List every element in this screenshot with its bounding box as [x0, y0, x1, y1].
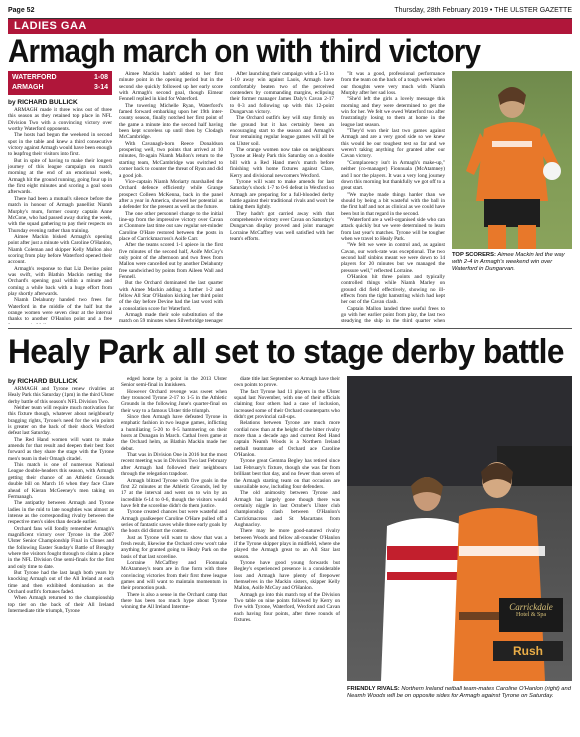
article-paragraph: "They'd won their last two games against Armagh and are a very good side so we knew this would be our toughest test so far and we weren't taking anything for granted after our Cavan victory.: [341, 128, 445, 160]
player-photo-illustration: [452, 71, 572, 249]
score-box: [8, 71, 112, 95]
article-paragraph: "Complacency isn't in Armagh's make-up," neither (co-manager) Fionnuala (McAtamney) and I nor the players. It was a very long journey down this morning but thankfully we got off to a great start.: [341, 159, 445, 192]
article1-column-2: [119, 71, 223, 324]
article-paragraph: After launching their campaign with a 5-13 to 1-10 away win against Laois, Armagh have comfortably beaten two of the perceived contenders by commanding margins, eclipsing their former manager James Daly's Cavan 2-17 to 0-3 and following up with this 12-point Dungarvan victory.: [230, 71, 334, 116]
article-paragraph: That was in Division One in 2016 but the most recent meeting was in Division Two last February after Armagh had followed their neighbours through the relegation trapdoor.: [121, 452, 227, 478]
score-team: WATERFORD: [12, 74, 57, 81]
article-paragraph: Just as Tyrone will want to show that was a fresh result, likewise the Orchard crew won't take anything for granted going to Healy Park on the basis of that last scoreline.: [121, 534, 227, 560]
article-paragraph: Relations between Tyrone are much more cordial now than at the height of the bitter rivalry more than a decade ago and current Red Hand captain Neamh Woods is a Northern Ireland netball teammate of Orchard ace Caroline O'Hanlon.: [234, 420, 340, 459]
article-paragraph: The orange women now take on neighbours Tyrone at Healy Park this Saturday on a double bill with a Red Hand men's match before finishing with home fixtures against Clare, Kerry and divisional newcomers Wexford.: [230, 147, 334, 179]
article1-column-1: [8, 107, 112, 324]
article-paragraph: The fact Tyrone had 11 players in the Ulster squad last November, with one of their officials claiming four others had a case of inclusion, increased some of their Orchard counterparts who didn't get provincial call-ups.: [234, 388, 340, 421]
caption-text: Aimee Mackin led the way with 2-4 in Armagh's weekend win over Waterford in Dungarvan.: [452, 252, 565, 272]
article-paragraph: There may be more good-natured rivalry between Woods and fellow all-rounder O'Hanlon if the Tyrone skipper plays in midfield, where she played the Armagh great to an All Star last season.: [234, 528, 340, 560]
article-paragraph: ARMAGH made it three wins out of three this season as they retained top place in NFL Division Two with a convincing victory over worthy Waterford opponents.: [8, 107, 112, 133]
caption-lead: TOP SCORERS:: [452, 252, 496, 258]
article-paragraph: "She'd left the girls a lovely message this morning and they were determined to get the win for her. We felt we owed Waterford too after frustratingly losing to them at home in the league last season.: [341, 96, 445, 128]
page-header: [8, 4, 572, 19]
boots-sign: Rush: [493, 641, 563, 661]
article-paragraph: However Orchard revenge was sweet when they trounced Tyrone 2-17 to 1-5 in the Athletic Grounds in the following June's quarter-final on their way to a famous Ulster title triumph.: [121, 388, 227, 414]
article-paragraph: The towering Michelle Ryan, Waterford's famed forward embarking upon her 19th inter-county season, finally notched her first point of the game a minute into the second half having been kept scoreless up until then by Clodagh McCambridge.: [119, 102, 223, 141]
players-photo-illustration: [347, 376, 572, 681]
article-paragraph: After the teams scored 1-1 apiece in the first five minutes of the second half, Aoife McCoy's only point of the afternoon and two frees from Mallon were cancelled out by another Delahunty free sandwiched by points from Aileen Wall and Fennell.: [119, 242, 223, 280]
article-paragraph: Orchard fans will fondly remember Armagh's magnificent victory over Tyrone in the 2007 Ulster Senior Championship Final in Clones and the following Easter Sunday's Battle of Breaghy where the visitors fought through to claim a place in the NFL Division One semi-finals for the first and only time to date.: [8, 525, 114, 570]
article-paragraph: Niamh Delahunty handed two frees for Waterford in the middle of the half but the orange women were seven clear at the interval thanks to another O'Hanlon point and a free: [8, 297, 112, 323]
article1-photo-caption: [452, 252, 572, 272]
article2-byline: by RICHARD BULLICK: [8, 378, 78, 385]
article1-column-4: [341, 71, 445, 324]
caption-lead: FRIENDLY RIVALS:: [347, 686, 400, 692]
article-paragraph: "We felt we were in control and, as against Cavan, our work-rate was exceptional. The two second half sinbins meant we were down to 14 players for 20 minutes but we managed the pressure well," reflected Lorraine.: [341, 242, 445, 274]
article-paragraph: They hadn't got carried away with that comprehensive victory over Cavan on Saturday's Dungarvan display proved and joint manager Lorraine McCaffrey was well satisfied with her team's efforts.: [230, 210, 334, 242]
article-paragraph: There had been a mutual's silence before the match in honour of Armagh panellist Niamh Murphy's mum, former county captain Anne McCone, who had passed away during the week, with the squad gathering to pay their respects on Thursday evening rather than training.: [8, 195, 112, 234]
article-paragraph: The Red Hand women will want to make amends for that result and deepen their best foot forward as they share the stage with the Tyrone men's team in their Omagh citadel.: [8, 436, 114, 462]
article-paragraph: Aimee Mackin hadn't added to her first minute point in the opening period but in the second she quickly followed up her early score with Armagh's second goal, though Eimear Fennell replied in kind for Waterford.: [119, 71, 223, 103]
article-paragraph: The antipathy between Armagh and Tyrone ladies in the mid to late noughties was almost as intense as the corresponding rivalry between the respective men's sides than decade earlier.: [8, 500, 114, 526]
score-team: ARMAGH: [12, 84, 44, 91]
article-paragraph: The one other personnel change to the initial line-up from the impressive victory over Cavan at Clonmore last time out saw regular set-minder Caroline O'Hare restored between the posts in place of Carrickmacross's Aoife Carr.: [119, 210, 223, 242]
article2-column-3: [234, 376, 340, 734]
article-paragraph: When Armagh returned to the championship top tier on the back of their All Ireland Intermediate title triumph, Tyrone: [8, 595, 114, 615]
article1-photo: [452, 71, 572, 249]
article-paragraph: Tyrone have good young forwards but Begley's experienced presence is a considerable loss and Armagh have plenty of firepower themselves in the Mackin sisters, skipper Kelly Mallon, Aoife McCoy and O'Hanlon.: [234, 559, 340, 592]
article-paragraph: ARMAGH and Tyrone renew rivalries at Healy Park this Saturday (1pm) in the third Ulster derby battle of this season's NFL Division Two.: [8, 386, 114, 405]
article1-column-3: [230, 71, 334, 324]
caption-text: Northern Ireland netball team-mates Caroline O'Hanlon (right) and Neamh Woods will be on opposite sides for Armagh against Tyrone on Saturday.: [347, 686, 571, 699]
article-paragraph: Armagh made their sole substitution of the match on 59 minutes when Silverbridge teenager: [119, 312, 223, 324]
article-paragraph: O'Hanlon hit three points and typically controlled things while Niamh Marley on ground did field effectively, showing no ill-effects from the tight hamstring which had kept her out of the Cavan clash.: [341, 274, 445, 306]
article2-photo: [347, 376, 572, 681]
article-paragraph: Armagh go into this match top of the Division Two table on nine points followed by Kerry on five with Tyrone, Waterford, Wexford and Cavan each having four points, after three rounds of fixtures.: [234, 591, 340, 624]
sponsor-sign: [499, 598, 563, 632]
article-paragraph: Armagh blitzed Tyrone with five goals in the first 22 minutes at the Athletic Grounds, led by 17 at the interval and went on to win by an incredible 6-14 to 0-6, though the visitors would have felt the scoreline didn't do them justice.: [121, 477, 227, 509]
article-paragraph: But Tyrone had the last laugh both years by knocking Armagh out of the All Ireland at each time and then exhibited domination as the Orchard outfit's fortunes faded.: [8, 569, 114, 595]
section-banner: LADIES GAA: [8, 19, 572, 34]
score-row: [12, 73, 108, 83]
article-paragraph: diate title last September so Armagh have their own points to prove.: [234, 376, 340, 389]
article-paragraph: Aimee Mackin bisked Armagh's opening point after just a minute with Caroline O'Hanlon, Niamh Coleman and skipper Kelly Mallon also scoring from play before Waterford opened their account.: [8, 233, 112, 266]
article-paragraph: Lorraine McCaffrey and Fionnuala McAtamney's team are in fine form with three convincing victories from their first three league games and will want to maintain momentum in their promotion push.: [121, 559, 227, 592]
article-paragraph: There is also a sense in the Orchard camp that there has been too much hype about Tyrone winning the All Ireland Interme-: [121, 591, 227, 611]
article-paragraph: "Waterford are a well-organised side who can attack quickly but we were determined to learn from last year's matches. Tyrone will be tougher when we travel to Healy Park.: [341, 216, 445, 242]
article-paragraph: Since then Armagh have defeated Tyrone in emphatic fashion in two league games, inflicting a humiliating 5-20 to 0-5 hammering on their hosts at Dunagan in March. Cathal Ivers game at the Orchard helm, as Blathin Mackin made her debut.: [121, 414, 227, 452]
score-value: 3-14: [93, 84, 108, 91]
article-paragraph: Tyrone will want to make amends for last Saturday's shock 1-7 to 0-6 defeat in Wexford so Armagh are preparing for a full-blooded derby battle against their traditional rivals and won't be taking them lightly.: [230, 178, 334, 211]
article-paragraph: Captain Mallon landed three useful frees to go with her earlier point from play, the last two steadying the ship in the third quarter when: [341, 305, 445, 324]
sponsor-subtitle: Hotel & Spa: [516, 612, 546, 618]
article1-byline: by RICHARD BULLICK: [8, 99, 78, 106]
sponsor-name: Carrickdale: [509, 602, 553, 612]
article2-column-1: [8, 386, 114, 734]
article-paragraph: But in spite of having to make their longest journey of this league campaign on match morning at the end of an emotional week, Armagh hit the ground running, going four up in the first eight minutes and scoring a goal soon afterwards.: [8, 157, 112, 196]
article2-column-2: [121, 376, 227, 734]
article-paragraph: With Cavanagh-born Reece Donaldson prospering well, two points that arrived at 10 minutes, fit-again Niamh Mallon's return to the starting team, McCambridge was switched to corner back to counter the threat of Ryan and did a good job.: [119, 140, 223, 179]
article-paragraph: The old animosity between Tyrone and Armagh has largely gone though there was certainly niggle in last October's Ulster club championship clash between O'Hanlon's Carrickmacross and St Macartans from Aughnacloy.: [234, 490, 340, 528]
article-divider: [8, 328, 572, 329]
article-paragraph: "It was a good, professional performance from the team on the back of a tough week when our thoughts were very much with Niamh Murphy after her sad loss.: [341, 71, 445, 97]
article-paragraph: The Orchard outfit's key will stay firmly on the ground but it has certainly been an encouraging start to the season and Armagh's four remaining regular league games will all be on Ulster soil.: [230, 115, 334, 147]
article-paragraph: Tyrone created chances but were wasteful and Armagh goalkeeper Caroline O'Hare pulled off a series of fantastic saves while three early goals by the hosts did distort the contest.: [121, 509, 227, 535]
article-paragraph: Armagh's response to that Liz Devine point was swift, with Blathin Mackin netting the Orchard's opening goal within a minute and coming a while back with a huge effort from play shortly afterwards.: [8, 265, 112, 297]
score-value: 1-08: [93, 74, 108, 81]
page-number: Page 52: [8, 6, 35, 14]
article-paragraph: But the Orchard dominated the last quarter with Aimee Mackin adding a further 1-2 and fellow All Star O'Hanlon kicking her third point of the day before Devine had the last word with a consolation score for Waterford.: [119, 280, 223, 312]
article1-headline: Armagh march on with third victory: [8, 33, 481, 69]
article2-photo-caption: [347, 686, 572, 700]
article-paragraph: Vice-captain Niamh Moriarty marshalled the Orchard defence efficiently while Grange prospect Colleen McKenna, back in the panel after a year in America, showed her potential as a defender for the present as well as the future.: [119, 178, 223, 211]
article-paragraph: This match is one of numerous National League double-headers this season, with Armagh getting their chance of an Athletic Grounds double bill on March 16 when they face Clare ahead of Kieran McGeeney's men taking on Fermanagh.: [8, 462, 114, 500]
article2-headline: Healy Park all set to stage derby battle: [8, 333, 564, 371]
article-paragraph: The hosts had begun the weekend in second spot in the table and knew a third consecutive victory against Armagh would have been enough to leapfrog their visitors into first.: [8, 132, 112, 158]
date-line: Thursday, 28th February 2019 • THE ULSTER GAZETTE: [394, 6, 572, 14]
article-paragraph: "We maybe made things harder than we should by being a bit wasteful with the ball in the first half and not as clinical as we could have been but in that regard in the second.: [341, 191, 445, 217]
article-paragraph: edged home by a point in the 2013 Ulster Senior semi-final in Inniskeen.: [121, 376, 227, 389]
article-paragraph: Neither team will require much motivation for this fixture though, whatever about neighbourly bragging rights, Tyrone's need for the win points is greater on the back of their shock Wexford defeat last Saturday.: [8, 405, 114, 437]
score-row: [12, 83, 108, 93]
article-paragraph: Tyrone great Gemma Begley has retired since last February's fixture, though she was far from brilliant best that day, and no fewer than seven of the Armagh starting team on that occasion are unavailable now, including four defenders.: [234, 458, 340, 490]
